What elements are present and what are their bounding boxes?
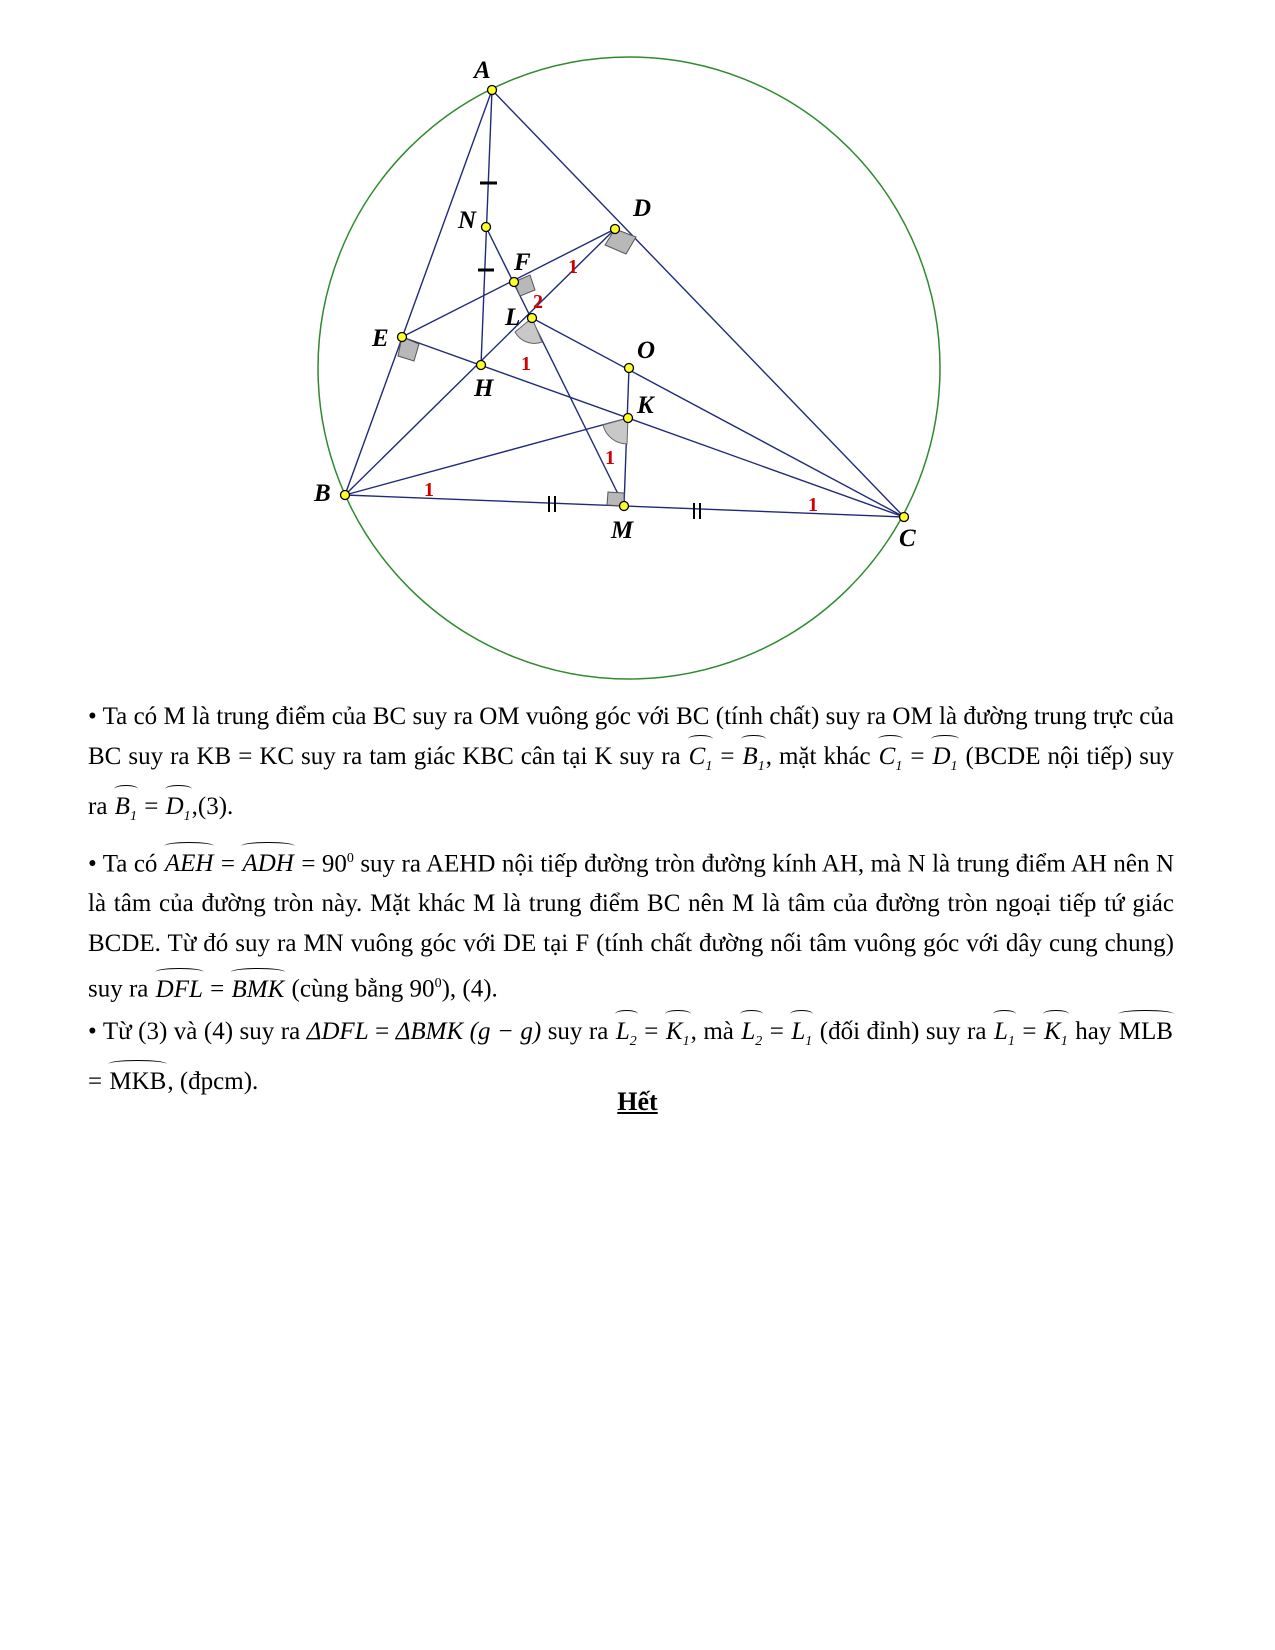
angle-arc-K1	[603, 418, 628, 444]
angle-label-L1: 1	[521, 353, 531, 375]
angle-C1-b: $C_1$	[878, 737, 904, 787]
paragraph-3: • Từ (3) và (4) suy ra ΔDFL = ΔBMK (g − g) suy ra $L_2 = K_1$, mà $L_2 = L_1$ (đối đỉnh) suy ra $L_1 = K_1$ hay MLB = MKB, (đpcm).	[88, 1012, 1174, 1102]
angle-L2: $L_2$	[615, 1012, 638, 1062]
angle-label-K1: 1	[605, 447, 615, 469]
angle-label-D1: 1	[568, 256, 578, 278]
label-L: L	[505, 304, 521, 331]
point-F	[510, 278, 519, 287]
angle-D1-b: $D_1$	[165, 787, 192, 837]
p1-text-4: ,(3).	[191, 793, 234, 820]
p3-text-6: , (đpcm).	[167, 1067, 259, 1095]
segment-BK	[345, 418, 628, 495]
angle-label-B1: 1	[424, 479, 434, 501]
angle-label-C1: 1	[808, 494, 818, 516]
label-D: D	[633, 195, 652, 222]
solution-text	[88, 697, 1174, 1102]
point-A	[488, 86, 497, 95]
p2-text-1: Ta có	[102, 850, 164, 878]
bullet: •	[88, 850, 97, 878]
label-E: E	[372, 325, 389, 352]
angle-ADH: ADH	[241, 844, 294, 884]
angle-DFL: DFL	[155, 970, 204, 1010]
bullet: •	[88, 1017, 97, 1045]
point-C	[900, 513, 909, 522]
p3-text-4: (đối đỉnh) suy ra	[813, 1017, 993, 1045]
segment-NM	[486, 227, 624, 506]
label-B: B	[314, 480, 331, 507]
angle-C1: $C_1$	[688, 737, 714, 787]
point-B	[341, 491, 350, 500]
angle-B1: $B_1$	[741, 737, 765, 787]
angle-B1-b: $B_1$	[114, 787, 138, 837]
paragraph-2: • Ta có AEH = ADH = $90^0$ suy ra AEHD nội tiếp đường tròn đường kính AH, mà N là trung điểm AH nên N là tâm của đường tròn này. Mặt khác M là trung điểm BC nên M là tâm của đường tròn ngoại tiếp tứ giác BCDE. Từ đó suy ra MN vuông góc với DE tại F (tính chất đường nối tâm vuông góc với dây cung chung) suy ra DFL = BMK (cùng bằng $90^0$), (4).	[88, 839, 1174, 1010]
p3-text-1: Từ (3) và (4) suy ra	[102, 1017, 307, 1045]
point-L	[528, 314, 537, 323]
p1-text-2: , mặt khác	[765, 743, 878, 770]
angle-D1: $D_1$	[931, 737, 958, 787]
point-M	[620, 502, 629, 511]
segment-AB	[345, 90, 492, 495]
angle-AEH: AEH	[164, 844, 215, 884]
label-C: C	[899, 525, 916, 552]
label-M: M	[611, 517, 634, 544]
bullet: •	[88, 703, 97, 730]
point-K	[624, 414, 633, 423]
similarity-gg: (g − g)	[463, 1017, 542, 1045]
angle-label-L2: 2	[533, 291, 543, 313]
point-D	[611, 225, 620, 234]
p1-text-1: Ta có M là trung điểm của BC suy ra OM vuông góc với BC (tính chất) suy ra OM là đường trung trực của BC suy ra KB = KC suy ra tam giác KBC cân tại K suy ra	[88, 703, 1174, 770]
p1-text-3: (BCDE nội tiếp) suy ra	[88, 743, 1174, 820]
angle-K1-b: $K_1$	[1043, 1012, 1069, 1062]
geometry-figure	[0, 0, 1275, 700]
label-A: A	[474, 57, 491, 84]
p3-text-5: hay	[1068, 1017, 1118, 1045]
label-F: F	[514, 249, 531, 276]
end-marker: Hết	[617, 1087, 658, 1116]
angle-MKB: MKB	[108, 1062, 167, 1102]
p2-text-2: suy ra AEHD nội tiếp đường tròn đường kính AH, mà N là trung điểm AH nên N là tâm của đường tròn này. Mặt khác M là trung điểm BC nên M là tâm của đường tròn ngoại tiếp tứ giác BCDE. Từ đó suy ra MN vuông góc với DE tại F (tính chất đường nối tâm vuông góc với dây cung chung) suy ra	[88, 850, 1175, 1003]
point-N	[482, 223, 491, 232]
label-K: K	[637, 392, 654, 419]
segment-LC	[532, 318, 904, 517]
angle-BMK: BMK	[231, 970, 286, 1010]
angle-L2-b: $L_2$	[740, 1012, 763, 1062]
paragraph-1: • Ta có M là trung điểm của BC suy ra OM vuông góc với BC (tính chất) suy ra OM là đường trung trực của BC suy ra KB = KC suy ra tam giác KBC cân tại K suy ra $C_1 = B_1$, mặt khác $C_1 = D_1$ (BCDE nội tiếp) suy ra $B_1 = D_1,(3)$.	[88, 697, 1174, 837]
point-E	[398, 333, 407, 342]
angle-K1: $K_1$	[665, 1012, 691, 1062]
p3-text-3: , mà	[690, 1017, 741, 1045]
label-H: H	[474, 375, 494, 402]
p2-text-3: (cùng bằng 90	[285, 975, 435, 1003]
label-O: O	[637, 337, 656, 364]
triangle-DFL: ΔDFL	[306, 1017, 369, 1045]
point-O	[625, 364, 634, 373]
p2-text-4: ), (4).	[441, 975, 498, 1003]
angle-L1: $L_1$	[790, 1012, 813, 1062]
label-N: N	[458, 207, 477, 234]
right-angle-D	[605, 229, 636, 254]
angle-L1-b: $L_1$	[993, 1012, 1016, 1062]
triangle-BMK: ΔBMK	[395, 1017, 464, 1045]
angle-MLB: MLB	[1118, 1012, 1174, 1052]
segment-AC	[492, 90, 904, 517]
point-H	[477, 361, 486, 370]
p3-text-2: suy ra	[541, 1017, 615, 1045]
